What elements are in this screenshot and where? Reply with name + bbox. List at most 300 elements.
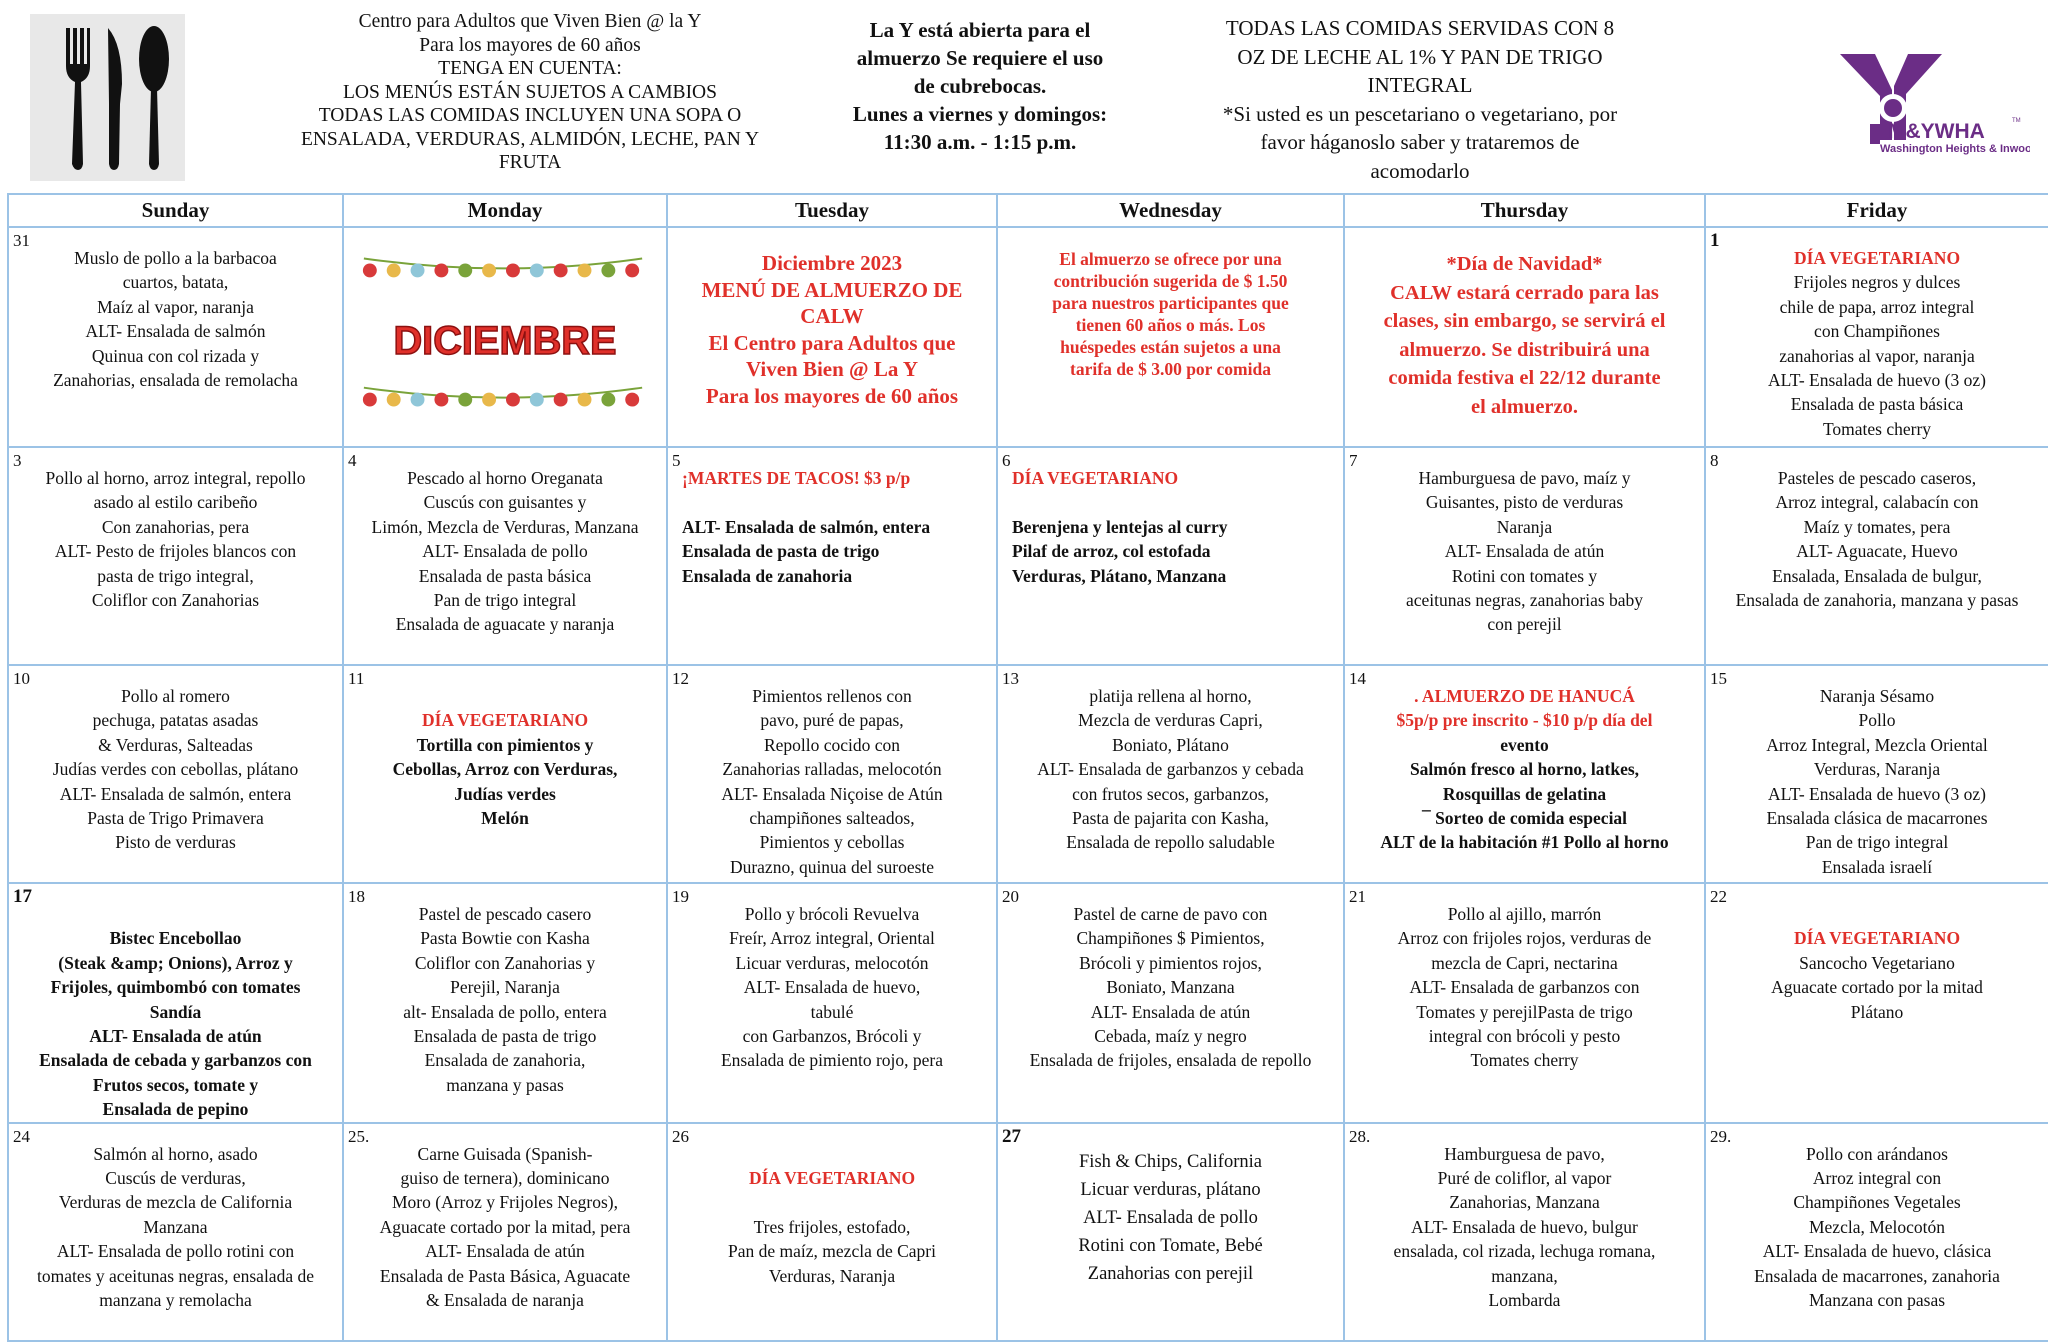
menu-line: Ensalada de pasta de trigo [413,1026,597,1047]
menu-line: DÍA VEGETARIANO [1793,248,1961,268]
menu-line: tabulé [810,1001,854,1022]
day-cell [1344,1123,1705,1341]
menu-line: Viven Bien @ La Y [746,357,918,381]
week-row [8,665,2048,883]
day-number: 6 [1002,451,1011,470]
menu-line: Manzana [143,1216,208,1237]
menu-text [1345,1124,1704,1313]
day-number: 27 [1002,1125,1021,1147]
menu-line: Ensalada de pasta básica [418,565,592,586]
menu-line [1709,902,2045,926]
menu-line: Carne Guisada (Spanish- [417,1143,593,1164]
menu-line [347,684,663,708]
day-number: 24 [13,1126,30,1146]
menu-line: Pilaf de arroz, col estofada [1012,541,1211,562]
menu-line: Ensalada de aguacate y naranja [395,614,615,635]
menu-line: Durazno, quinua del suroeste [729,856,935,877]
menu-line: Perejil, Naranja [450,977,560,998]
day-number: 7 [1349,451,1358,470]
menu-line: Pastel de carne de pavo con [1073,904,1268,924]
menu-line: Pasta de Trigo Primavera [87,808,264,829]
menu-line: ALT- Ensalada de atún [425,1241,585,1262]
menu-line: con Garbanzos, Brócoli y [742,1026,922,1047]
menu-line: Ensalada clásica de macarrones [1766,808,1988,829]
menu-line: almuerzo. Se distribuirá una [1399,338,1650,361]
menu-line: Mezcla de verduras Capri, [1078,710,1263,731]
week-row [8,227,2048,447]
day-number: 12 [672,669,689,688]
menu-line: Zanahorias, ensalada de remolacha [53,370,298,391]
day-number: 11 [348,669,365,688]
menu-line: pechuga, patatas asadas [92,710,259,731]
day-cell [1344,227,1705,447]
header-center-line: Lunes a viernes y domingos: [852,102,1108,126]
menu-line: Ensalada de cebada y garbanzos con [39,1050,312,1071]
menu-line: Tres frijoles, estofado, [753,1216,911,1237]
menu-line: MENÚ DE ALMUERZO DE [701,277,963,302]
day-number: 31 [13,231,30,250]
menu-line: Zanahorias, Manzana [1449,1192,1600,1213]
menu-line: Pan de trigo integral [1805,832,1949,853]
menu-text [998,884,1343,1073]
menu-line: Brócoli y pimientos rojos, [1079,952,1262,973]
day-number: 3 [13,451,22,470]
day-cell [1705,665,2048,883]
menu-text [344,1124,666,1313]
menu-line: DÍA VEGETARIANO [421,710,589,731]
menu-line: zanahorias al vapor, naranja [1779,345,1975,366]
header-right-line: TODAS LAS COMIDAS SERVIDAS CON 8 [1225,16,1615,40]
day-cell [1705,883,2048,1123]
menu-text [998,228,1343,380]
logo-subtitle: Washington Heights & Inwood [1880,143,2030,155]
menu-line: Ensalada de frijoles, ensalada de repollo [1029,1050,1312,1071]
menu-line [12,902,339,926]
weekday-header-row [8,194,2048,227]
menu-line: Arroz integral con [1812,1168,1942,1189]
menu-line: & Ensalada de naranja [426,1290,584,1311]
menu-line: clases, sin embargo, se servirá el [1383,310,1666,332]
day-cell [343,1123,667,1341]
menu-line: Fish & Chips, California [1079,1151,1262,1172]
menu-line: Zanahorias con perejil [1087,1263,1254,1284]
menu-line [671,1190,993,1214]
menu-line: para nuestros participantes que [1052,293,1289,313]
day-cell [997,665,1344,883]
menu-line: . ALMUERZO DE HANUCÁ [1414,686,1635,706]
menu-line: Champiñones Vegetales [1793,1192,1961,1213]
menu-line: DÍA VEGETARIANO [1012,468,1179,488]
day-cell [997,1123,1344,1341]
header-right-line: OZ DE LECHE AL 1% Y PAN DE TRIGO [1237,44,1603,69]
day-cell [1705,227,2048,447]
menu-line: & Verduras, Salteadas [98,734,253,755]
day-cell [8,227,343,447]
menu-line: Quinua con col rizada y [91,345,260,366]
weekday-thursday: Thursday [1344,194,1705,227]
menu-text [1345,228,1704,421]
menu-line: Maíz y tomates, pera [1803,516,1951,537]
menu-text [998,448,1343,588]
menu-text [1706,228,2048,441]
menu-line [1012,490,1340,514]
day-cell [667,447,997,665]
header-left-notice [280,10,780,175]
menu-line: DÍA VEGETARIANO [1793,928,1961,949]
menu-line: Pisto de verduras [115,832,236,853]
menu-line: El Centro para Adultos que [708,330,956,355]
header-right-line: favor háganoslo saber y trataremos de [1260,130,1580,154]
menu-line: Licuar verduras, melocotón [735,952,929,973]
menu-line: manzana, [1491,1265,1558,1286]
menu-line: Guisantes, pisto de verduras [1425,492,1624,513]
menu-text [9,884,342,1122]
day-number: 8 [1710,451,1719,470]
menu-line: ALT- Ensalada de atún [1090,1001,1251,1022]
menu-line: (Steak &amp; Onions), Arroz y [58,952,293,973]
logo-brand: M&YWHA [1888,120,1985,143]
day-number: 28. [1349,1126,1371,1146]
menu-line: Cebollas, Arroz con Verduras, [392,759,618,780]
menu-line: Naranja [1496,516,1553,537]
header-center-line: 11:30 a.m. - 1:15 p.m. [883,130,1077,154]
day-number: 22 [1710,887,1727,906]
menu-line [671,1142,993,1166]
menu-calendar [7,193,2048,1342]
menu-line: asado al estilo caribeño [93,492,258,513]
menu-line: evento [1500,734,1549,755]
weekday-friday: Friday [1705,194,2048,227]
menu-text [1706,884,2048,1024]
day-cell [343,227,667,447]
menu-line: ALT- Ensalada Niçoise de Atún [721,783,943,804]
day-number: 10 [13,669,30,688]
menu-line: platija rellena al horno, [1089,686,1252,706]
menu-line: Tomates y perejilPasta de trigo [1416,1001,1633,1022]
menu-line: ALT de la habitación #1 Pollo al horno [1380,832,1669,853]
menu-line: Sandía [149,1001,202,1022]
day-number: 13 [1002,669,1019,688]
header-left-line: TENGA EN CUENTA: [438,58,622,79]
menu-line: Ensalada de repollo saludable [1066,832,1275,853]
menu-line: Licuar verduras, plátano [1080,1179,1261,1200]
menu-line: Tomates cherry [1470,1050,1579,1071]
menu-line: tomates y aceitunas negras, ensalada de [37,1265,314,1286]
menu-text [668,884,996,1073]
menu-line: *Día de Navidad* [1446,253,1603,275]
menu-line: Coliflor con Zanahorias [91,590,260,611]
menu-text [1706,1124,2048,1313]
menu-line: CALW estará cerrado para las [1390,281,1659,304]
menu-line: Ensalada de pasta de trigo [682,541,880,562]
week-row [8,447,2048,665]
menu-text [344,666,666,830]
menu-line: Hamburguesa de pavo, maíz y [1418,468,1631,488]
menu-line: Verduras, Naranja [768,1265,896,1286]
menu-line: Salmón al horno, asado [93,1143,258,1164]
menu-text [668,228,996,409]
header-right-line: INTEGRAL [1367,73,1473,97]
menu-line: Verduras, Naranja [1813,759,1941,780]
menu-line: pavo, puré de papas, [760,710,904,731]
menu-text [9,228,342,392]
menu-line: Limón, Mezcla de Verduras, Manzana [371,516,639,537]
menu-line: Rosquillas de gelatina [1442,783,1607,804]
menu-line: ALT- Ensalada de huevo, bulgur [1411,1216,1638,1237]
day-cell [1705,1123,2048,1341]
menu-line: Zanahorias ralladas, melocotón [722,759,942,780]
menu-line: ¯ Sorteo de comida especial [1421,808,1628,829]
day-number: 15 [1710,669,1727,688]
menu-line: Mezcla, Melocotón [1808,1216,1946,1237]
menu-line: Pan de maíz, mezcla de Capri [728,1241,936,1262]
menu-line: ensalada, col rizada, lechuga romana, [1393,1241,1656,1262]
menu-line: manzana y pasas [446,1074,564,1095]
menu-line: Pasta de pajarita con Kasha, [1072,808,1269,829]
menu-line: ALT- Ensalada de salmón, entera [682,516,931,537]
menu-line: Boniato, Plátano [1112,734,1229,755]
menu-line: Coliflor con Zanahorias y [414,952,596,973]
day-cell [667,1123,997,1341]
menu-line: el almuerzo. [1470,395,1578,418]
header-meals-notice [1195,14,1645,185]
menu-line: ALT- Ensalada de atún [89,1026,262,1047]
menu-line: Con zanahorias, pera [101,516,250,537]
day-cell [997,447,1344,665]
menu-line: Berenjena y lentejas al curry [1012,516,1228,537]
menu-line: Ensalada de pepino [102,1099,249,1120]
menu-line: con Champiñones [1814,321,1940,342]
menu-text [1706,666,2048,879]
menu-line: cuartos, batata, [122,272,229,293]
menu-line: ALT- Ensalada de huevo, [743,977,921,998]
menu-line: mezcla de Capri, nectarina [1431,952,1618,973]
menu-line: Arroz integral, calabacín con [1775,492,1979,513]
day-cell [343,665,667,883]
menu-line: Bistec Encebollao [109,928,242,949]
week-row [8,1123,2048,1341]
menu-line: Judías verdes [454,783,556,804]
day-number: 19 [672,887,689,906]
menu-line: Cuscús de verduras, [105,1168,246,1189]
week-row [8,883,2048,1123]
mywha-logo [1830,50,2030,160]
menu-line: ALT- Ensalada de pollo [1083,1207,1258,1228]
menu-line: guiso de ternera), dominicano [400,1168,610,1189]
menu-line: Ensalada de zanahoria [682,565,853,586]
menu-line: Judías verdes con cebollas, plátano [52,759,299,780]
menu-line: Sancocho Vegetariano [1799,952,1955,973]
menu-line: ALT- Ensalada de pollo [422,541,588,562]
menu-line: Pasta Bowtie con Kasha [420,928,590,949]
menu-line: Repollo cocido con [763,734,901,755]
menu-line: Salmón fresco al horno, latkes, [1409,759,1640,780]
menu-text [668,666,996,879]
menu-line: Maíz al vapor, naranja [97,296,254,317]
menu-line: DÍA VEGETARIANO [748,1168,916,1189]
header-left-line: TODAS LAS COMIDAS INCLUYEN UNA SOPA O [318,105,742,126]
menu-text [344,448,666,637]
menu-line: Pollo con arándanos [1806,1143,1948,1164]
header-right-line: acomodarlo [1370,158,1470,183]
logo-tm: TM [2012,118,2021,124]
day-cell [1705,447,2048,665]
menu-line: ALT- Ensalada de huevo, clásica [1762,1241,1992,1262]
menu-line: CALW [800,304,864,328]
day-cell [1344,883,1705,1123]
menu-line: contribución sugerida de $ 1.50 [1053,271,1288,291]
header-hours-notice [835,16,1125,156]
menu-line: Tomates cherry [1822,418,1932,439]
menu-line: $5p/p pre inscrito - $10 p/p día del [1396,710,1653,731]
menu-line: Pollo [1858,710,1896,731]
menu-line: Frijoles, quimbombó con tomates [50,977,301,998]
menu-line: Pan de trigo integral [433,590,577,611]
menu-line: Lombarda [1488,1290,1561,1311]
menu-line [682,490,993,514]
menu-line: Aguacate cortado por la mitad, pera [379,1216,631,1237]
day-cell [1344,665,1705,883]
menu-line: Aguacate cortado por la mitad [1771,977,1983,998]
menu-text [9,1124,342,1313]
day-number: 18 [348,887,365,906]
menu-line: Ensalada de pimiento rojo, pera [720,1050,944,1071]
menu-line: ALT- Ensalada de garbanzos con [1409,977,1640,998]
menu-line: Pasteles de pescado caseros, [1777,468,1977,488]
menu-line: ALT- Pesto de frijoles blancos con [54,541,297,562]
day-cell [8,665,343,883]
menu-line: Naranja Sésamo [1819,686,1935,706]
day-cell [997,883,1344,1123]
menu-line: ALT- Ensalada de huevo (3 oz) [1768,783,1986,804]
day-number: 25. [348,1126,370,1146]
menu-line: ALT- Ensalada de salmón [85,321,266,342]
menu-line: Freír, Arroz integral, Oriental [729,928,935,949]
menu-line: Pollo al romero [121,686,230,706]
day-cell [8,447,343,665]
menu-line: Diciembre 2023 [761,251,903,275]
menu-line: ¡MARTES DE TACOS! $3 p/p [682,468,911,488]
menu-line: Pimientos rellenos con [752,686,912,706]
menu-line: Champiñones $ Pimientos, [1076,928,1265,949]
menu-line: Ensalada de Pasta Básica, Aguacate [379,1265,631,1286]
header-center-line: de cubrebocas. [913,74,1047,98]
menu-line: Muslo de pollo a la barbacoa [74,248,277,268]
menu-line: Frutos secos, tomate y [92,1074,259,1095]
weekday-tuesday: Tuesday [667,194,997,227]
menu-text [9,448,342,612]
menu-line: huéspedes están sujetos a una [1060,337,1281,357]
menu-line: Tortilla con pimientos y [416,734,594,755]
menu-line: El almuerzo se ofrece por una [1059,249,1282,269]
menu-line: Ensalada de macarrones, zanahoria [1754,1265,2000,1286]
menu-line: Hamburguesa de pavo, [1444,1143,1605,1164]
menu-line: Ensalada de zanahoria, manzana y pasas [1735,590,2019,611]
menu-line: ALT- Ensalada de pollo rotini con [56,1241,295,1262]
menu-line: Pollo al ajillo, marrón [1447,904,1602,924]
menu-text [344,884,666,1097]
menu-line: Manzana con pasas [1808,1290,1946,1311]
menu-line: Rotini con tomates y [1451,565,1598,586]
menu-line: Verduras, Plátano, Manzana [1012,565,1227,586]
menu-line: Boniato, Manzana [1106,977,1235,998]
menu-line: Ensalada israelí [1821,856,1933,877]
day-number: 4 [348,451,357,470]
header-right-line: *Si usted es un pescetariano o vegetariano, por [1222,101,1618,126]
menu-line: Ensalada de zanahoria, [424,1050,586,1071]
header-left-line: Para los mayores de 60 años [419,34,641,56]
utensils-icon [30,14,185,181]
menu-line: Para los mayores de 60 años [705,383,959,408]
menu-line: Verduras de mezcla de California [58,1192,293,1213]
menu-line: pasta de trigo integral, [97,565,254,586]
menu-text [1345,448,1704,637]
day-cell [343,883,667,1123]
menu-line: Ensalada de pasta básica [1790,394,1964,415]
day-number: 17 [13,886,32,907]
menu-text [9,666,342,855]
menu-line: Plátano [1850,1001,1904,1022]
weekday-wednesday: Wednesday [997,194,1344,227]
menu-text [1706,448,2048,612]
header-left-line: ENSALADA, VERDURAS, ALMIDÓN, LECHE, PAN Y [300,128,760,150]
menu-line: Cuscús con guisantes y [423,492,587,513]
day-number: 14 [1349,669,1366,688]
day-number: 1 [1710,230,1720,251]
menu-line: Arroz Integral, Mezcla Oriental [1766,734,1988,755]
menu-line: con frutos secos, garbanzos, [1072,783,1269,804]
day-cell [1344,447,1705,665]
menu-line: integral con brócoli y pesto [1428,1026,1621,1047]
menu-line: Pastel de pescado casero [418,904,592,924]
day-cell [8,883,343,1123]
diciembre-banner-text: DICIEMBRE [393,318,617,363]
menu-line: Frijoles negros y dulces [1793,272,1961,293]
day-number: 29. [1710,1126,1732,1146]
menu-line: Melón [481,808,529,829]
weekday-sunday: Sunday [8,194,343,227]
menu-line: Cebada, maíz y negro [1094,1026,1247,1047]
weekday-monday: Monday [343,194,667,227]
menu-line: champiñones salteados, [749,808,915,829]
menu-line: ALT- Aguacate, Huevo [1796,541,1958,562]
menu-line: Ensalada, Ensalada de bulgur, [1772,565,1982,586]
header-left-line: FRUTA [498,152,562,173]
day-number: 5 [672,451,681,470]
menu-line: ALT- Ensalada de salmón, entera [59,783,292,804]
menu-line: ALT- Ensalada de huevo (3 oz) [1768,370,1986,391]
menu-line: ALT- Ensalada de garbanzos y cebada [1037,759,1304,780]
header-center-line: almuerzo Se requiere el uso [856,46,1104,70]
menu-line: Pimientos y cebollas [759,832,905,853]
menu-text [668,1124,996,1288]
menu-line: Rotini con Tomate, Bebé [1078,1235,1263,1256]
day-cell [667,665,997,883]
menu-line: alt- Ensalada de pollo, entera [403,1001,607,1022]
day-number: 26 [672,1126,689,1146]
menu-text [1345,666,1704,855]
day-cell [997,227,1344,447]
day-cell [667,227,997,447]
header-left-line: LOS MENÚS ESTÁN SUJETOS A CAMBIOS [342,81,717,103]
day-cell [8,1123,343,1341]
menu-line: Moro (Arroz y Frijoles Negros), [392,1192,618,1213]
menu-line: Arroz con frijoles rojos, verduras de [1397,928,1652,949]
day-cell [343,447,667,665]
menu-line: Puré de coliflor, al vapor [1437,1168,1612,1189]
menu-text [1345,884,1704,1073]
menu-line: tienen 60 años o más. Los [1075,315,1266,335]
